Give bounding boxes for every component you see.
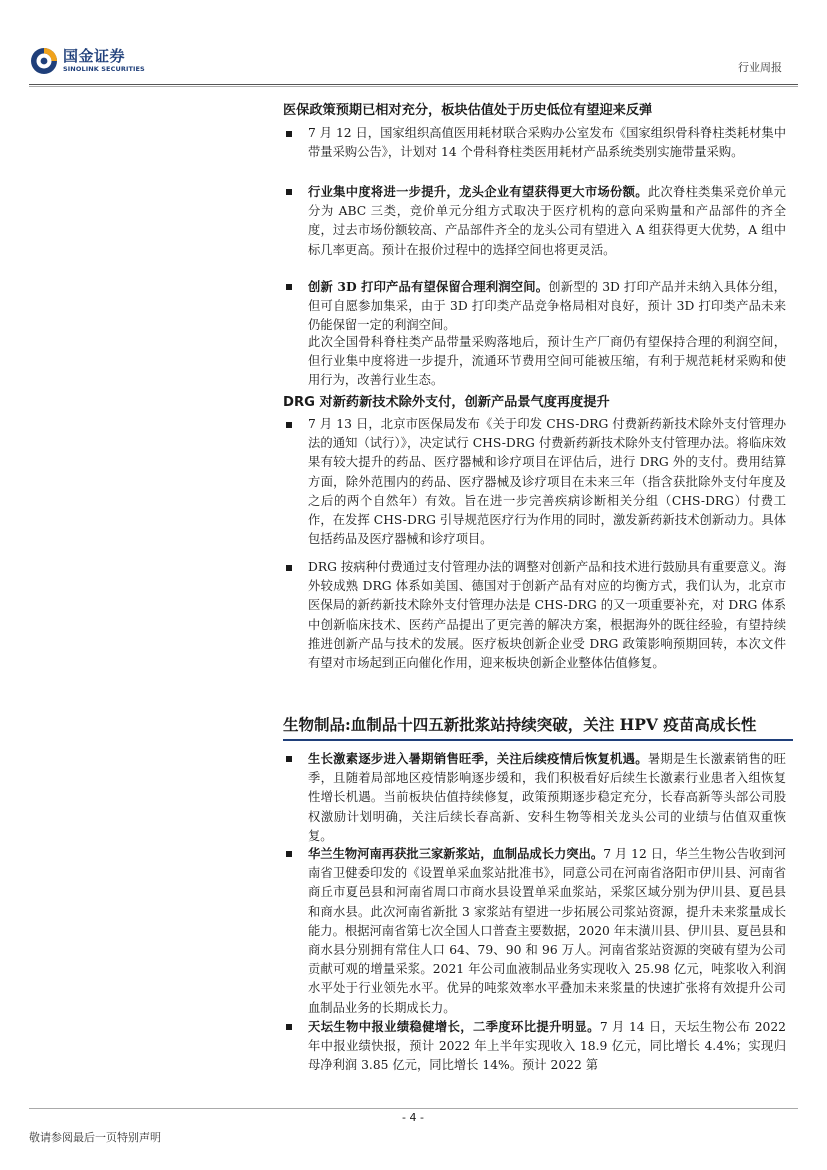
paragraph-text: 此次脊柱类集采竞价单元分为 ABC 三类，竞价单元分组方式取决于医疗机构的意向采购量和产品部件的齐全度，过去市场份额较高、产品部件齐全的龙头公司有望进入 A 组获得更大优势，A 组中标几率更高。预计在报价过程中的选择空间也将更灵活。 xyxy=(308,185,786,257)
section-divider xyxy=(283,739,793,741)
section-title-biologics: 生物制品:血制品十四五新批浆站持续突破，关注 HPV 疫苗高成长性 xyxy=(283,715,757,734)
paragraph-growth-hormone xyxy=(308,749,786,846)
bullet-icon xyxy=(286,756,292,762)
company-logo xyxy=(29,44,159,78)
paragraph-text: 暑期是生长激素销售的旺季，且随着局部地区疫情影响逐步缓和，我们积极看好后续生长激素行业患者入组恢复性增长机遇。当前板块估值持续修复，政策预期逐步稳定充分，长春高新等头部公司股权激励计划明确，关注后续长春高新、安科生物等相关龙头公司的业绩与估值双重恢复。 xyxy=(308,752,786,843)
paragraph-drg-significance: DRG 按病种付费通过支付管理办法的调整对创新产品和技术进行鼓励具有重要意义。海外较成熟 DRG 体系如美国、德国对于创新产品有对应的均衡方式，我们认为，北京市医保局的新药新技术除外支付管理办法是 CHS-DRG 的又一项重要补充，对 DRG 体系中创新临床技术、医药产品提出了更完善的解决方案，根据海外的既往经验，有望持续推进创新产品与技术的发展。医疗板块创新企业受 DRG 政策影响预期回转，本次文件有望对市场起到正向催化作用，迎来板块创新企业整体估值修复。 xyxy=(308,560,786,671)
bullet-icon xyxy=(286,851,292,857)
bullet-icon xyxy=(286,1024,292,1030)
bullet-icon xyxy=(286,565,292,571)
subheading-medical-insurance: 医保政策预期已相对充分，板块估值处于历史低位有望迎来反弹 xyxy=(283,103,653,118)
bold-lead: 生长激素逐步进入暑期销售旺季，关注后续疫情后恢复机遇。 xyxy=(308,751,648,766)
bullet-icon xyxy=(286,189,292,195)
bullet-icon xyxy=(286,422,292,428)
bullet-icon xyxy=(286,131,292,137)
paragraph-3d-printing xyxy=(308,277,786,336)
paragraph-drg-policy: 7 月 13 日，北京市医保局发布《关于印发 CHS-DRG 付费新药新技术除外支付管理办法的通知（试行）》，决定试行 CHS-DRG 付费新药新技术除外支付管理办法。将临床效果有较大提升的药品、医疗器械和诊疗项目在评估后，进行 DRG 外的支付。费用结算方面，除外范围内的药品、医疗器械及诊疗项目在未来三年（指含获批除外支付年度及之后的两个自然年）有效。旨在进一步完善疾病诊断相关分组（CHS-DRG）付费工作，在发挥 CHS-DRG 引导规范医疗行为作用的同时，激发新药新技术创新动力。具体包括药品及医疗器械和诊疗项目。 xyxy=(308,417,786,547)
bold-lead: 创新 3D 打印产品有望保留合理利润空间。 xyxy=(308,279,549,294)
paragraph-summary-procurement: 此次全国骨科脊柱类产品带量采购落地后，预计生产厂商仍有望保持合理的利润空间，但行业集中度将进一步提升，流通环节费用空间可能被压缩，有利于规范耗材采购和使用行为，改善行业生态。 xyxy=(308,335,786,388)
paragraph-text: 7 月 12 日，华兰生物公告收到河南省卫健委印发的《设置单采血浆站批准书》，同意公司在河南省洛阳市伊川县、河南省商丘市夏邑县和河南省周口市商水县设置单采血浆站，采浆区域分别为伊川县、夏邑县和商水县。此次河南省新批 3 家浆站有望进一步拓展公司浆站资源，提升未来浆量成长能力。根据河南省第七次全国人口普查主要数据，2020 年末潢川县、伊川县、夏邑县和商水县分别拥有常住人口 64、79、90 和 96 万人。河南省浆站资源的突破有望为公司贡献可观的增量采浆。2021 年公司血液制品业务实现收入 25.98 亿元，吨浆收入利润水平处于行业领先水平。优异的吨浆效率水平叠加未来浆量的快速扩张将有效提升公司血制品业务的长期成长力。 xyxy=(308,847,786,1015)
paragraph-industry-concentration xyxy=(308,182,786,260)
paragraph-text: 创新型的 3D 打印产品并未纳入具体分组，但可自愿参加集采，由于 3D 打印类产品竞争格局相对良好，预计 3D 打印类产品未来仍能保留一定的利润空间。 xyxy=(308,280,786,333)
bold-lead: 华兰生物河南再获批三家新浆站，血制品成长力突出。 xyxy=(308,846,604,861)
logo-mark-icon xyxy=(29,46,59,76)
document-type: 行业周报 xyxy=(738,61,782,74)
paragraph-hualan-plasma xyxy=(308,844,786,1018)
page-number: - 4 - xyxy=(402,1111,424,1124)
bullet-icon xyxy=(286,284,292,290)
footer-divider xyxy=(29,1108,798,1109)
paragraph-text: 7 月 14 日，天坛生物公布 2022 年中报业绩快报，预计 2022 年上半年实现收入 18.9 亿元，同比增长 4.4%；实现归母净利润 3.85 亿元，同比增长 14%。预计 2022 第 xyxy=(308,1020,786,1073)
header-divider xyxy=(29,84,798,85)
paragraph-collective-procurement: 7 月 12 日，国家组织高值医用耗材联合采购办公室发布《国家组织骨科脊柱类耗材集中带量采购公告》，计划对 14 个骨科脊柱类医用耗材产品系统类别实施带量采购。 xyxy=(308,126,786,160)
paragraph-tiantan-bio xyxy=(308,1017,786,1076)
logo-chinese-name: 国金证券 xyxy=(63,47,126,66)
disclaimer-note: 敬请参阅最后一页特别声明 xyxy=(29,1131,161,1144)
bold-lead: 行业集中度将进一步提升，龙头企业有望获得更大市场份额。 xyxy=(308,184,648,199)
subheading-drg: DRG 对新药新技术除外支付，创新产品景气度再度提升 xyxy=(283,395,610,410)
logo-english-name: SINOLINK SECURITIES xyxy=(63,65,145,74)
header-divider-thin xyxy=(29,86,798,87)
bold-lead: 天坛生物中报业绩稳健增长，二季度环比提升明显。 xyxy=(308,1019,600,1034)
